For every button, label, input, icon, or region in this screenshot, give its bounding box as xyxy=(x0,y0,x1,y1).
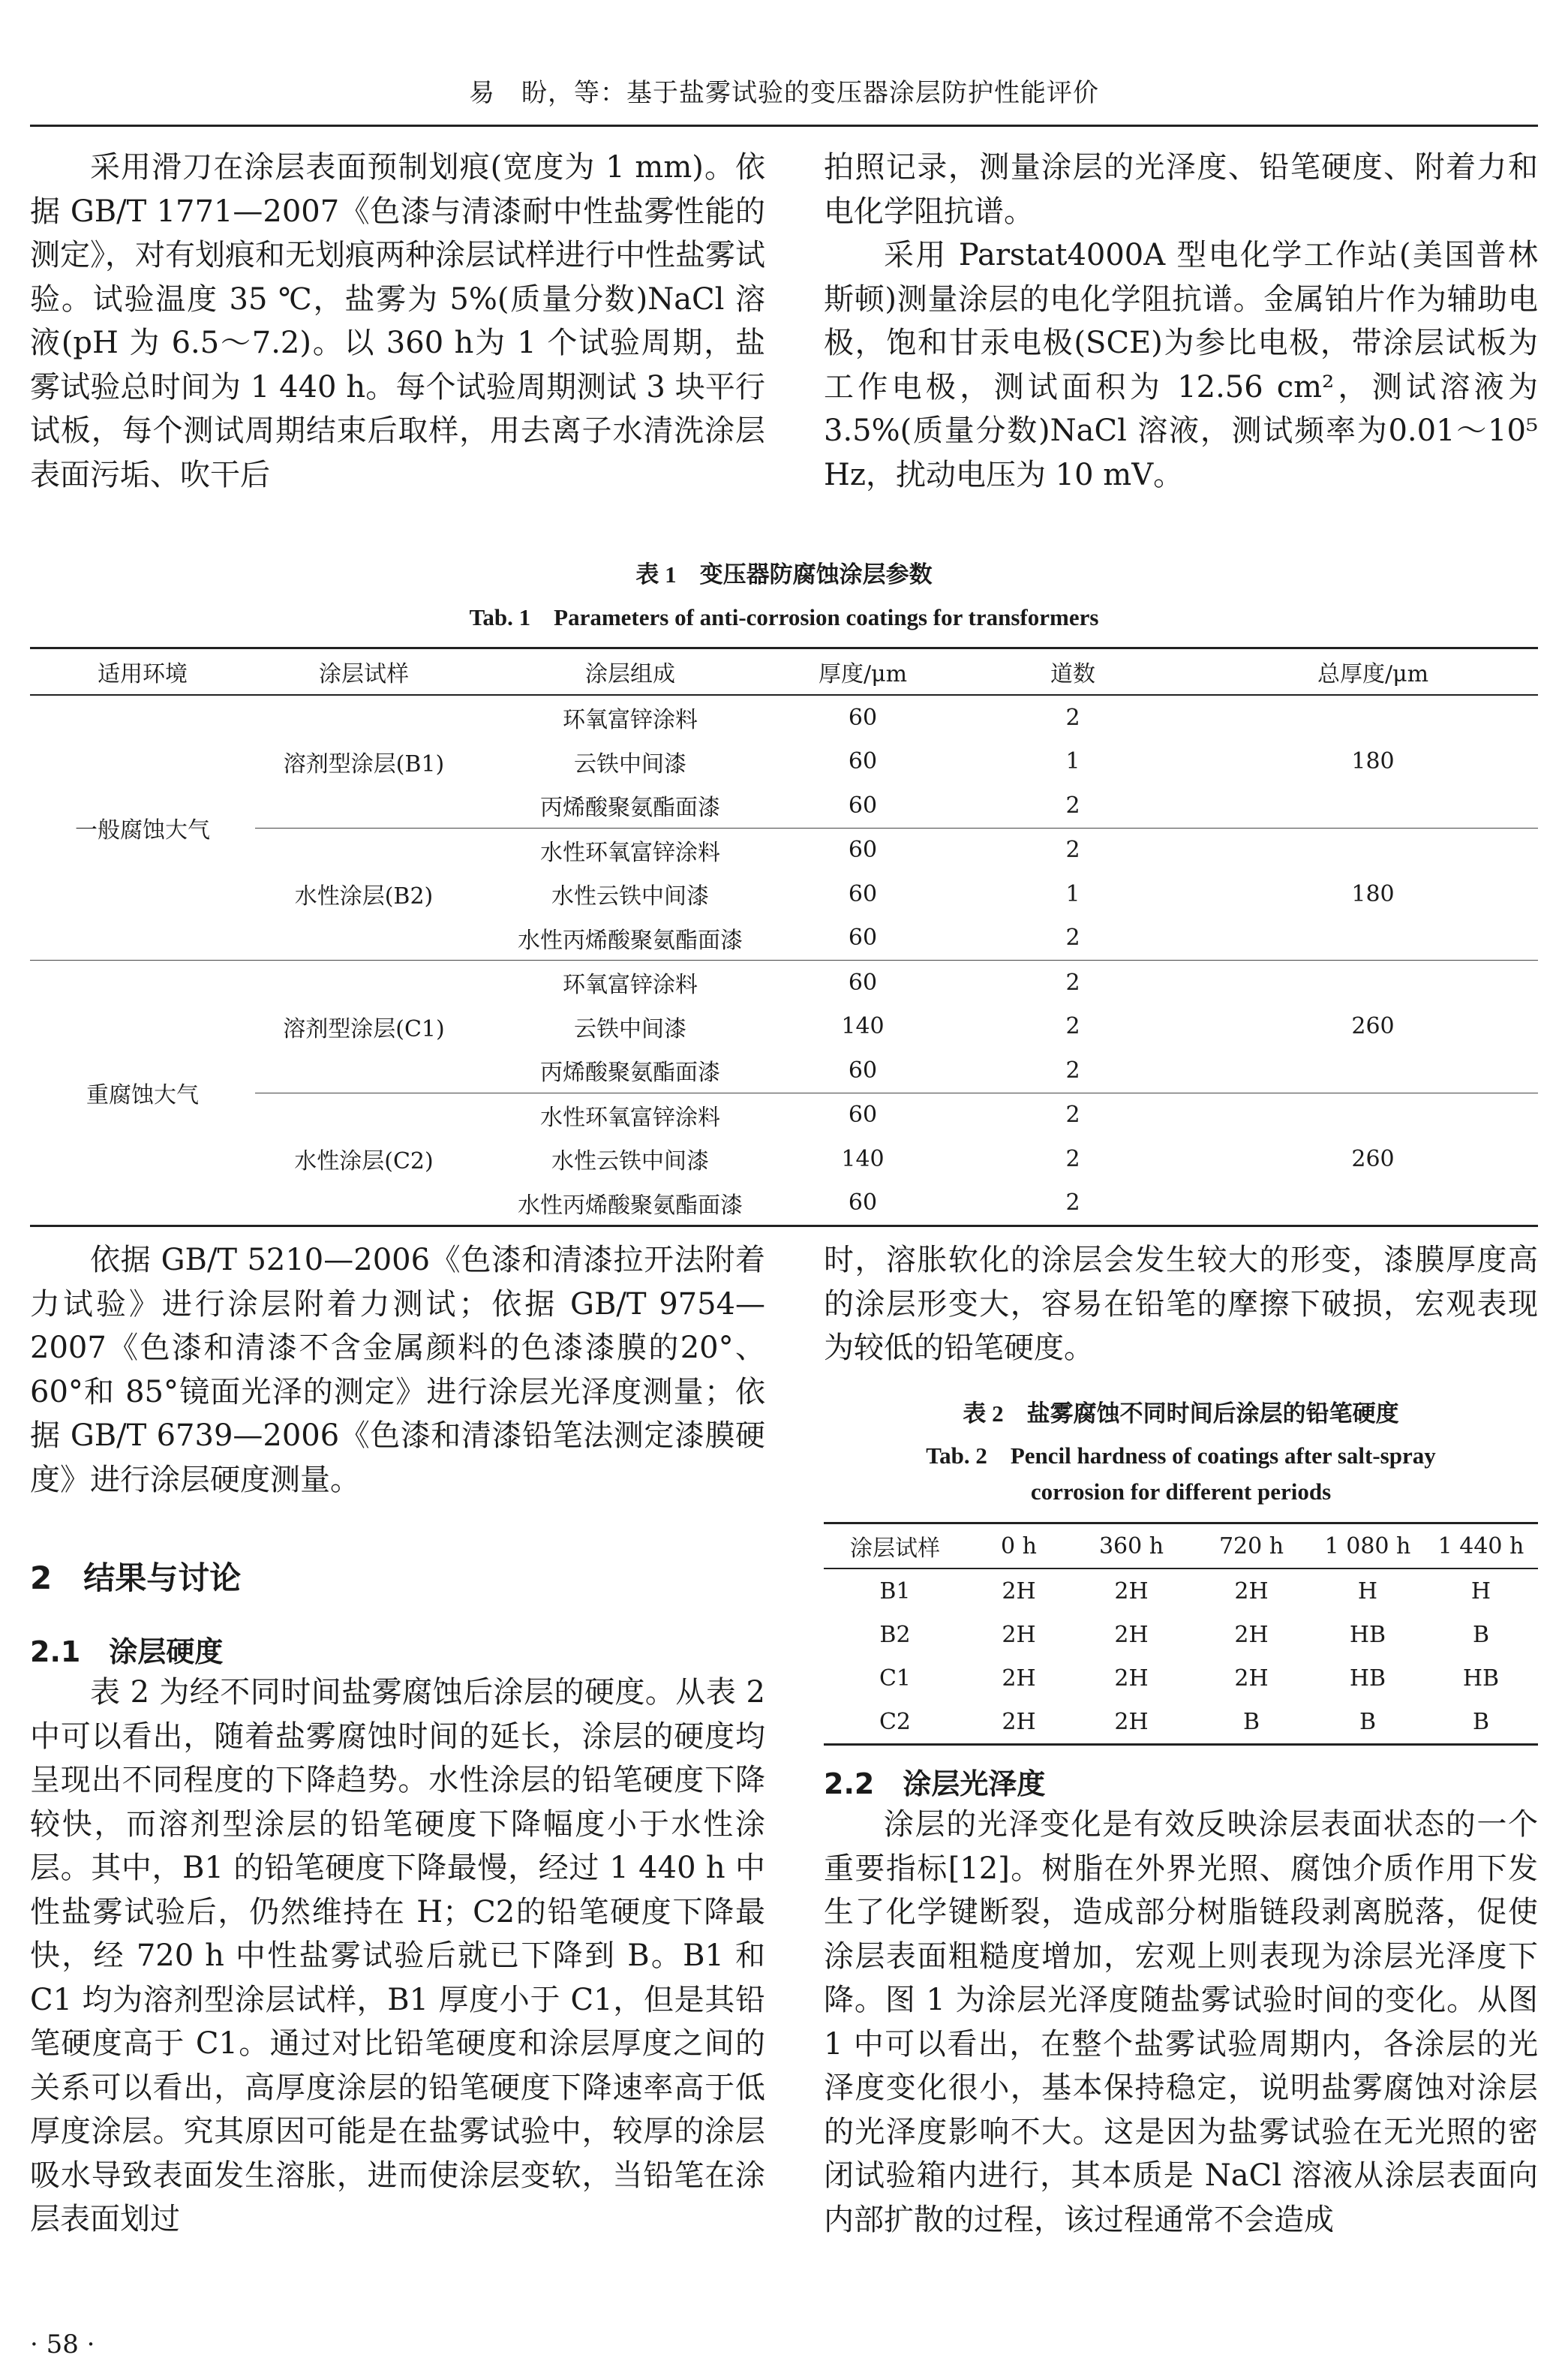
paragraph: 依据 GB/T 5210—2006《色漆和清漆拉开法附着力试验》进行涂层附着力测试；依据 GB/T 9754—2007《色漆和清漆不含金属颜料的色漆漆膜的20°、60°和 85°镜面光泽的测定》进行涂层光泽度测量；依据 GB/T 6739—2006《色漆和清漆铅笔法测定漆膜硬度》进行涂层硬度测量。 xyxy=(30,1243,765,1497)
table2-header-cell: 1 080 h xyxy=(1311,1523,1424,1569)
table2-cell: HB xyxy=(1349,1621,1386,1648)
table2-header-cell: 1 440 h xyxy=(1424,1523,1538,1569)
table1-env: 一般腐蚀大气 xyxy=(30,695,255,961)
section-2-2-body xyxy=(824,1803,1538,2242)
table2-header-cell: 0 h xyxy=(966,1523,1071,1569)
table1-header-cell: 道数 xyxy=(938,648,1208,696)
table1-cell: 水性环氧富锌涂料 xyxy=(540,1104,720,1131)
table2-cell: 2H xyxy=(1234,1577,1269,1605)
table2-cell: C2 xyxy=(824,1700,966,1745)
table1-cell: 水性云铁中间漆 xyxy=(551,1148,709,1175)
mid-left-column xyxy=(30,1238,765,1502)
top-left-column xyxy=(30,146,765,497)
table2-cell: 2H xyxy=(1234,1665,1269,1692)
table1-cell: 水性云铁中间漆 xyxy=(551,883,709,910)
table1-cell: 2 xyxy=(1065,1102,1080,1129)
table2-header-row xyxy=(824,1523,1538,1569)
paragraph: 采用滑刀在涂层表面预制划痕(宽度为 1 mm)。依据 GB/T 1771—2007《色漆与清漆耐中性盐雾性能的测定》，对有划痕和无划痕两种涂层试样进行中性盐雾试验。试验温度 35 ℃，盐雾为 5%(质量分数)NaCl 溶液(pH 为 6.5～7.2)。以 360 h为 1 个试验周期，盐雾试验总时间为 1 440 h。每个试验周期测试 3 块平行试板，每个测试周期结束后取样，用去离子水清洗涂层表面污垢、吹干后 xyxy=(30,150,765,492)
table1-cell: 60 xyxy=(788,1181,938,1226)
running-header: 易 盼，等：基于盐雾试验的变压器涂层防护性能评价 xyxy=(469,78,1099,108)
table-row xyxy=(824,1700,1538,1745)
table1-group: 水性涂层(B2) xyxy=(255,828,473,961)
table2-cell: 2H xyxy=(966,1700,1071,1745)
table1-header-cell: 厚度/μm xyxy=(788,648,938,696)
table2-cell: HB xyxy=(1462,1665,1500,1692)
table1-caption-cn: 表 1 变压器防腐蚀涂层参数 xyxy=(635,561,933,588)
table2-cell: B xyxy=(1472,1621,1490,1648)
table1-cell: 60 xyxy=(788,783,938,828)
table1-cell: 云铁中间漆 xyxy=(574,750,686,777)
table1-cell: 60 xyxy=(788,1048,938,1093)
table1-cell: 60 xyxy=(848,969,878,996)
header-rule xyxy=(30,125,1538,127)
table2-cell: HB xyxy=(1349,1665,1386,1692)
table1-cell: 环氧富锌涂料 xyxy=(563,972,698,999)
table1-env: 重腐蚀大气 xyxy=(30,961,255,1226)
table2-cell: 2H xyxy=(1114,1621,1149,1648)
table1-caption-en: Tab. 1 Parameters of anti-corrosion coatings for transformers xyxy=(469,604,1099,630)
section-heading: 2 结果与讨论 xyxy=(30,1559,242,1596)
table1-cell: 60 xyxy=(848,748,878,775)
table1-cell: 2 xyxy=(1065,837,1080,864)
table1-cell: 2 xyxy=(938,1048,1208,1093)
table1-total: 260 xyxy=(1208,1093,1538,1226)
table1-cell: 60 xyxy=(848,880,878,907)
table2-cell: 2H xyxy=(1002,1577,1036,1605)
table2-cell: H xyxy=(1470,1577,1491,1605)
table1-cell: 140 xyxy=(841,1013,885,1040)
table2-cell: 2H xyxy=(1071,1700,1191,1745)
table1-header-row xyxy=(30,648,1538,696)
table2-cell: B2 xyxy=(879,1621,911,1648)
paragraph: 采用 Parstat4000A 型电化学工作站(美国普林斯顿)测量涂层的电化学阻抗谱。金属铂片作为辅助电极，饱和甘汞电极(SCE)为参比电极，带涂层试板为工作电极，测试面积为 12.56 cm²，测试溶液为 3.5%(质量分数)NaCl 溶液，测试频率为0.01～10⁵ Hz，扰动电压为 10 mV。 xyxy=(824,238,1538,492)
table2-cell: 2H xyxy=(1234,1621,1269,1648)
table1-cell: 丙烯酸聚氨酯面漆 xyxy=(473,783,788,828)
table1-cell: 水性丙烯酸聚氨酯面漆 xyxy=(473,916,788,961)
table2-cell: 2H xyxy=(1114,1577,1149,1605)
table-row xyxy=(30,695,1538,740)
table-row xyxy=(824,1568,1538,1613)
table2-cell: C1 xyxy=(879,1665,912,1692)
table1-cell: 2 xyxy=(1065,1145,1080,1172)
table2-cell: 2H xyxy=(1002,1621,1036,1648)
table2-header-cell: 360 h xyxy=(1071,1523,1191,1569)
table-row xyxy=(30,1093,1538,1137)
table1-cell: 云铁中间漆 xyxy=(574,1015,686,1042)
table2-cell: B xyxy=(1424,1700,1538,1745)
table1-cell: 140 xyxy=(841,1145,885,1172)
table1-cell: 1 xyxy=(1065,880,1080,907)
table1-cell: 丙烯酸聚氨酯面漆 xyxy=(473,1048,788,1093)
table1-total: 180 xyxy=(1208,695,1538,828)
table2-cell: H xyxy=(1357,1577,1378,1605)
paragraph: 时，溶胀软化的涂层会发生较大的形变，漆膜厚度高的涂层形变大，容易在铅笔的摩擦下破损，宏观表现为较低的铅笔硬度。 xyxy=(824,1243,1538,1365)
table1-header-cell: 总厚度/μm xyxy=(1208,648,1538,696)
table-row xyxy=(30,828,1538,872)
table2-cell: 2H xyxy=(1002,1665,1036,1692)
section-2-1-body xyxy=(30,1671,765,2242)
table1-header-cell: 涂层试样 xyxy=(255,648,473,696)
table1-header-cell: 适用环境 xyxy=(30,648,255,696)
table1-cell: 2 xyxy=(938,1181,1208,1226)
table2-caption-en-2: corrosion for different periods xyxy=(1030,1478,1332,1505)
table1-cell: 60 xyxy=(848,837,878,864)
table1-group: 水性涂层(C2) xyxy=(255,1093,473,1226)
mid-right-column xyxy=(824,1238,1538,1370)
table2-header-cell: 涂层试样 xyxy=(824,1523,966,1569)
table2-caption-en-1: Tab. 2 Pencil hardness of coatings after salt-spray xyxy=(926,1442,1436,1469)
table1-header-cell: 涂层组成 xyxy=(473,648,788,696)
paragraph: 拍照记录，测量涂层的光泽度、铅笔硬度、附着力和电化学阻抗谱。 xyxy=(824,150,1538,229)
table2 xyxy=(824,1522,1538,1746)
table2-cell: B1 xyxy=(879,1577,911,1605)
table-row xyxy=(30,961,1538,1005)
paragraph: 涂层的光泽变化是有效反映涂层表面状态的一个重要指标[12]。树脂在外界光照、腐蚀介质作用下发生了化学键断裂，造成部分树脂链段剥离脱落，促使涂层表面粗糙度增加，宏观上则表现为涂层光泽度下降。图 1 为涂层光泽度随盐雾试验时间的变化。从图 1 中可以看出，在整个盐雾试验周期内，各涂层的光泽度变化很小，基本保持稳定，说明盐雾腐蚀对涂层的光泽度影响不大。这是因为盐雾试验在无光照的密闭试验箱内进行，其本质是 NaCl 溶液从涂层表面向内部扩散的过程，该过程通常不会造成 xyxy=(824,1807,1538,2237)
table1-cell: 环氧富锌涂料 xyxy=(563,707,698,734)
table-row xyxy=(824,1656,1538,1700)
table1 xyxy=(30,647,1538,1227)
table1-cell: 2 xyxy=(938,916,1208,961)
table1-total: 260 xyxy=(1208,961,1538,1093)
table1-cell: 2 xyxy=(1065,969,1080,996)
subsection-heading: 2.2 涂层光泽度 xyxy=(824,1767,1046,1800)
table1-cell: 2 xyxy=(1065,704,1080,731)
paragraph: 表 2 为经不同时间盐雾腐蚀后涂层的硬度。从表 2 中可以看出，随着盐雾腐蚀时间的延长，涂层的硬度均呈现出不同程度的下降趋势。水性涂层的铅笔硬度下降较快，而溶剂型涂层的铅笔硬度下降幅度小于水性涂层。其中，B1 的铅笔硬度下降最慢，经过 1 440 h 中性盐雾试验后，仍然维持在 H；C2的铅笔硬度下降最快，经 720 h 中性盐雾试验后就已下降到 B。B1 和 C1 均为溶剂型涂层试样，B1 厚度小于 C1，但是其铅笔硬度高于 C1。通过对比铅笔硬度和涂层厚度之间的关系可以看出，高厚度涂层的铅笔硬度下降速率高于低厚度涂层。究其原因可能是在盐雾试验中，较厚的涂层吸水导致表面发生溶胀，进而使涂层变软，当铅笔在涂层表面划过 xyxy=(30,1675,765,2236)
table1-group: 溶剂型涂层(C1) xyxy=(255,961,473,1093)
table1-cell: 水性环氧富锌涂料 xyxy=(540,839,720,866)
table2-cell: B xyxy=(1311,1700,1424,1745)
table1-total: 180 xyxy=(1208,828,1538,961)
top-right-column xyxy=(824,146,1538,497)
table2-header-cell: 720 h xyxy=(1191,1523,1311,1569)
table1-cell: 60 xyxy=(848,704,878,731)
table2-caption-cn: 表 2 盐雾腐蚀不同时间后涂层的铅笔硬度 xyxy=(963,1400,1399,1427)
subsection-heading: 2.1 涂层硬度 xyxy=(30,1635,224,1668)
table1-cell: 水性丙烯酸聚氨酯面漆 xyxy=(473,1181,788,1226)
table1-cell: 60 xyxy=(848,1102,878,1129)
table2-cell: 2H xyxy=(1114,1665,1149,1692)
table1-cell: 60 xyxy=(788,916,938,961)
page-number: · 58 · xyxy=(30,2329,95,2359)
table1-cell: 2 xyxy=(938,783,1208,828)
table1-cell: 2 xyxy=(1065,1013,1080,1040)
table-row xyxy=(824,1613,1538,1656)
table2-cell: B xyxy=(1191,1700,1311,1745)
table1-group: 溶剂型涂层(B1) xyxy=(255,695,473,828)
table1-cell: 1 xyxy=(1065,748,1080,775)
